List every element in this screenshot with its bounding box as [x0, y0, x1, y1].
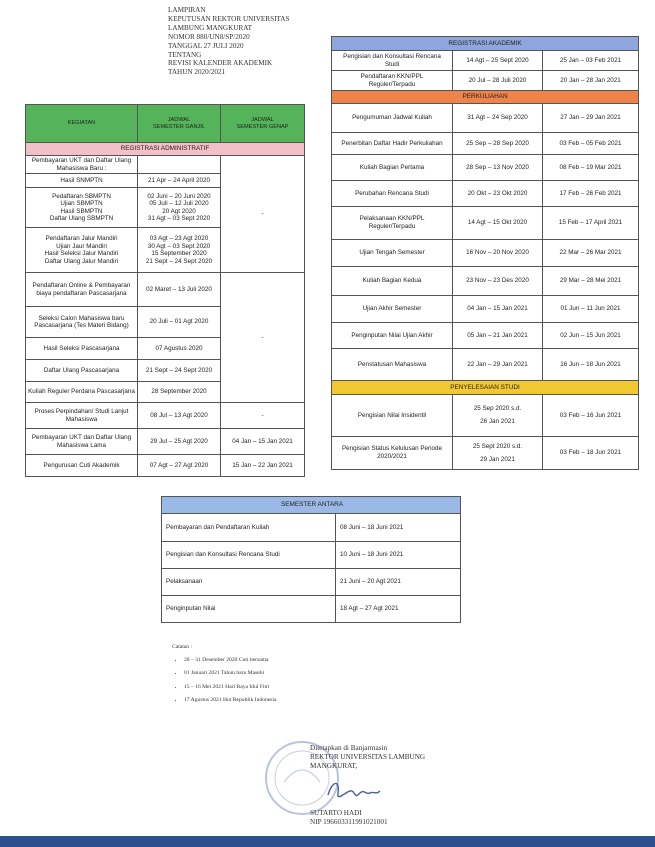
activity-cell: Pengisian Nilai Insidentil [332, 395, 453, 437]
table-row [332, 104, 639, 133]
table-row [162, 596, 461, 623]
even-date-cell: 17 Feb – 26 Feb 2021 [543, 181, 639, 207]
table-row [332, 395, 639, 437]
activity-cell: Kuliah Reguler Perdana Pascasarjana [26, 382, 138, 403]
odd-date-cell: 07 Agustus 2020 [138, 338, 221, 360]
odd-date-cell: 07 Agt – 27 Agt 2020 [138, 455, 221, 477]
activity-cell: Seleksi Calon Mahasiswa baru Pascasarjana (Tes Materi Bidang) [26, 307, 138, 338]
header-kegiatan: KEGIATAN [26, 105, 138, 143]
header-line: NOMOR 880/UN8/SP/2020 [168, 32, 250, 41]
activity-cell: Pengisian dan Konsultasi Rencana Studi [162, 542, 336, 569]
table-row [26, 429, 305, 455]
activity-cell: Pendaftaran KKN/PPL Reguler/Terpadu [332, 71, 453, 91]
odd-date-cell: 16 Nov – 20 Nov 2020 [453, 240, 543, 267]
activity-cell: Penginputan Nilai Ujian Akhir [332, 323, 453, 349]
signature-title-line1: REKTOR UNIVERSITAS LAMBUNG [310, 753, 426, 761]
date-cell: 18 Agt – 27 Agt 2021 [336, 596, 461, 623]
academic-calendar-table [331, 36, 639, 470]
header-line: LAMBUNG MANGKURAT [168, 23, 253, 32]
table-row [332, 155, 639, 181]
header-line: TAHUN 2020/2021 [168, 68, 226, 77]
date-cell: 08 Juni – 18 Juni 2021 [336, 514, 461, 542]
signature-block [310, 744, 425, 827]
activity-cell: Daftar Ulang Pascasarjana [26, 360, 138, 382]
odd-date-cell: 22 Jan – 29 Jan 2021 [453, 349, 543, 381]
section-title: PERKULIAHAN [332, 91, 639, 104]
header-line: REVISI KALENDER AKADEMIK [168, 59, 273, 68]
table-row [26, 156, 305, 174]
odd-date-cell: 25 Sept 2020 s.d. 29 Jan 2021 [453, 437, 543, 470]
activity-cell: Kuliah Bagian Kedua [332, 267, 453, 296]
table-row [332, 267, 639, 296]
odd-date-cell: 03 Agt – 23 Agt 2020 30 Agt – 03 Sept 2020 15 September 2020 21 Sept – 24 Sept 2020 [138, 228, 221, 273]
odd-date-cell: 08 Jul – 13 Agt 2020 [138, 403, 221, 429]
activity-cell: Hasil Seleksi Pascasarjana [26, 338, 138, 360]
even-date-cell: 29 Mar – 28 Mei 2021 [543, 267, 639, 296]
table-row [332, 296, 639, 323]
table-row [26, 455, 305, 477]
odd-date-cell: 21 Apr – 24 April 2020 [138, 174, 221, 188]
odd-date-cell: 21 Sept – 24 Sept 2020 [138, 360, 221, 382]
table-row [332, 207, 639, 240]
activity-cell: Pelaksanaan [162, 569, 336, 596]
even-date-cell: 04 Jan – 15 Jan 2021 [221, 429, 305, 455]
odd-date-cell: 20 Juli – 01 Agt 2020 [138, 307, 221, 338]
table-row [162, 569, 461, 596]
date-cell: 21 Juni – 20 Agt 2021 [336, 569, 461, 596]
even-date-cell: 01 Jun – 11 Jun 2021 [543, 296, 639, 323]
odd-date-cell: 28 September 2020 [138, 382, 221, 403]
odd-date-cell: 23 Nov – 23 Des 2020 [453, 267, 543, 296]
even-date-cell: 03 Feb – 18 Jun 2021 [543, 437, 639, 470]
section-row [26, 143, 305, 156]
activity-cell: Penstatusan Mahasiswa [332, 349, 453, 381]
note-item: • 01 Januari 2021 Tahun baru Masehi [184, 670, 276, 676]
odd-date-cell: 14 Agt – 25 Sept 2020 [453, 51, 543, 71]
even-date-cell: 22 Mar – 26 Mar 2021 [543, 240, 639, 267]
activity-cell: Penginputan Nilai [162, 596, 336, 623]
signature-place: Ditetapkan di Banjarmasin [310, 744, 388, 752]
odd-date-cell: 04 Jan – 15 Jan 2021 [453, 296, 543, 323]
even-date-cell: 25 Jan – 03 Feb 2021 [543, 51, 639, 71]
odd-date-cell [138, 156, 221, 174]
section-row [332, 91, 639, 104]
header-semester-genap: JADWAL SEMESTER GENAP [221, 105, 305, 143]
odd-date-cell: 31 Agt – 24 Sep 2020 [453, 104, 543, 133]
table-row [332, 51, 639, 71]
odd-date-cell: 20 Okt – 23 Okt 2020 [453, 181, 543, 207]
header-line: KEPUTUSAN REKTOR UNIVERSITAS [168, 14, 290, 23]
note-item: • 17 Agustus 2021 Hut Republik Indonesia [184, 697, 276, 703]
even-date-cell: 15 Jan – 22 Jan 2021 [221, 455, 305, 477]
activity-cell: Proses Perpindahan/ Studi Lanjut Mahasiswa [26, 403, 138, 429]
activity-cell: Pendaftaran Jalur Mandiri Ujian Jaur Mandiri Hasil Seleksi Jalur Mandiri Daftar Ulang Jalur Mandiri [26, 228, 138, 273]
table-row [332, 240, 639, 267]
activity-cell: Kuliah Bagian Pertama [332, 155, 453, 181]
section-row [332, 37, 639, 51]
note-item: • 28 – 31 Desember 2020 Cuti bersama [184, 657, 276, 663]
notes-section [172, 644, 276, 703]
date-cell: 10 Juni – 18 Juni 2021 [336, 542, 461, 569]
odd-date-cell: 29 Jul – 25 Agt 2020 [138, 429, 221, 455]
activity-cell: Pengumuman Jadwal Kuliah [332, 104, 453, 133]
section-title: REGISTRASI ADMINISTRATIF [26, 143, 305, 156]
odd-date-cell: 02 Maret – 13 Juli 2020 [138, 273, 221, 307]
bottom-bar [0, 836, 655, 847]
section-title: REGISTRASI AKADEMIK [332, 37, 639, 51]
table-header-row [26, 105, 305, 143]
table-row [332, 323, 639, 349]
activity-cell: Perubahan Rencana Studi [332, 181, 453, 207]
even-date-cell: 03 Feb – 05 Feb 2021 [543, 133, 639, 155]
activity-cell: Pengisian Status Kelulusan Periode 2020/2021 [332, 437, 453, 470]
activity-cell: Ujian Akhir Semester [332, 296, 453, 323]
table-row [332, 349, 639, 381]
even-date-cell: 16 Jun – 18 Jun 2021 [543, 349, 639, 381]
even-date-cell: - [221, 156, 305, 273]
activity-cell: Pengisian dan Konsultasi Rencana Studi [332, 51, 453, 71]
table-row [26, 273, 305, 307]
even-date-cell: - [221, 273, 305, 403]
note-item: • 15 – 16 Mei 2021 Hari Raya Idul Fitri [184, 684, 276, 690]
header-line: TANGGAL 27 JULI 2020 [168, 41, 244, 50]
notes-title: Catatan : [172, 644, 193, 650]
handwritten-signature [318, 771, 398, 809]
odd-date-cell: 28 Sep – 13 Nov 2020 [453, 155, 543, 181]
header-line: TENTANG [168, 50, 202, 59]
table-row [162, 542, 461, 569]
even-date-cell: - [221, 403, 305, 429]
administrative-registration-table [25, 104, 305, 477]
odd-date-cell: 20 Jul – 28 Juli 2020 [453, 71, 543, 91]
table-row [26, 403, 305, 429]
even-date-cell: 15 Feb – 17 April 2021 [543, 207, 639, 240]
odd-date-cell: 14 Agt – 15 Okt 2020 [453, 207, 543, 240]
even-date-cell: 27 Jan – 29 Jan 2021 [543, 104, 639, 133]
activity-cell: Pembayaran dan Pendaftaran Kuliah [162, 514, 336, 542]
table-row [332, 133, 639, 155]
odd-date-cell: 02 Juni – 20 Juni 2020 05 Juli – 12 Juli 2020 20 Agt 2020 31 Agt – 03 Sept 2020 [138, 188, 221, 228]
signature-title-line2: MANGKURAT, [310, 762, 358, 770]
table-row [332, 437, 639, 470]
activity-cell: Pelaksanaan KKN/PPL Reguler/Terpadu [332, 207, 453, 240]
odd-date-cell: 05 Jan – 21 Jan 2021 [453, 323, 543, 349]
signatory-nip: NIP 196603311991021001 [310, 818, 388, 826]
section-row [332, 381, 639, 395]
decree-header [168, 6, 289, 77]
activity-cell: Pedaftaran SBMPTN Ujian SBMPTN Hasil SBMPTN Daftar Ulang SBMPTN [26, 188, 138, 228]
signatory-name: SUTARTO HADI [310, 809, 362, 817]
activity-cell: Pembayaran UKT dan Daftar Ulang Mahasiswa Lama [26, 429, 138, 455]
semester-antara-table [161, 496, 461, 623]
section-row [162, 497, 461, 514]
activity-cell: Pengurusan Cuti Akademik [26, 455, 138, 477]
table-row [162, 514, 461, 542]
activity-cell: Hasil SNMPTN [26, 174, 138, 188]
table-row [332, 71, 639, 91]
even-date-cell: 20 Jan – 28 Jan 2021 [543, 71, 639, 91]
activity-cell: Ujian Tengah Semester [332, 240, 453, 267]
section-title: PENYELESAIAN STUDI [332, 381, 639, 395]
even-date-cell: 02 Jun – 15 Jun 2021 [543, 323, 639, 349]
odd-date-cell: 25 Sep 2020 s.d. 26 Jan 2021 [453, 395, 543, 437]
notes-list [172, 657, 276, 703]
odd-date-cell: 25 Sep – 28 Sep 2020 [453, 133, 543, 155]
table-row [332, 181, 639, 207]
activity-cell: Pembayaran UKT dan Daftar Ulang Mahasiswa Baru : [26, 156, 138, 174]
section-title: SEMESTER ANTARA [162, 497, 461, 514]
activity-cell: Penerbitan Daftar Hadir Perkuliahan [332, 133, 453, 155]
header-semester-ganjil: JADWAL SEMESTER GANJIL [138, 105, 221, 143]
activity-cell: Pendaftaran Online & Pembayaran biaya pendaftaran Pascasarjana [26, 273, 138, 307]
even-date-cell: 08 Feb – 19 Mar 2021 [543, 155, 639, 181]
header-line: LAMPIRAN [168, 6, 206, 14]
even-date-cell: 03 Feb – 16 Jun 2021 [543, 395, 639, 437]
